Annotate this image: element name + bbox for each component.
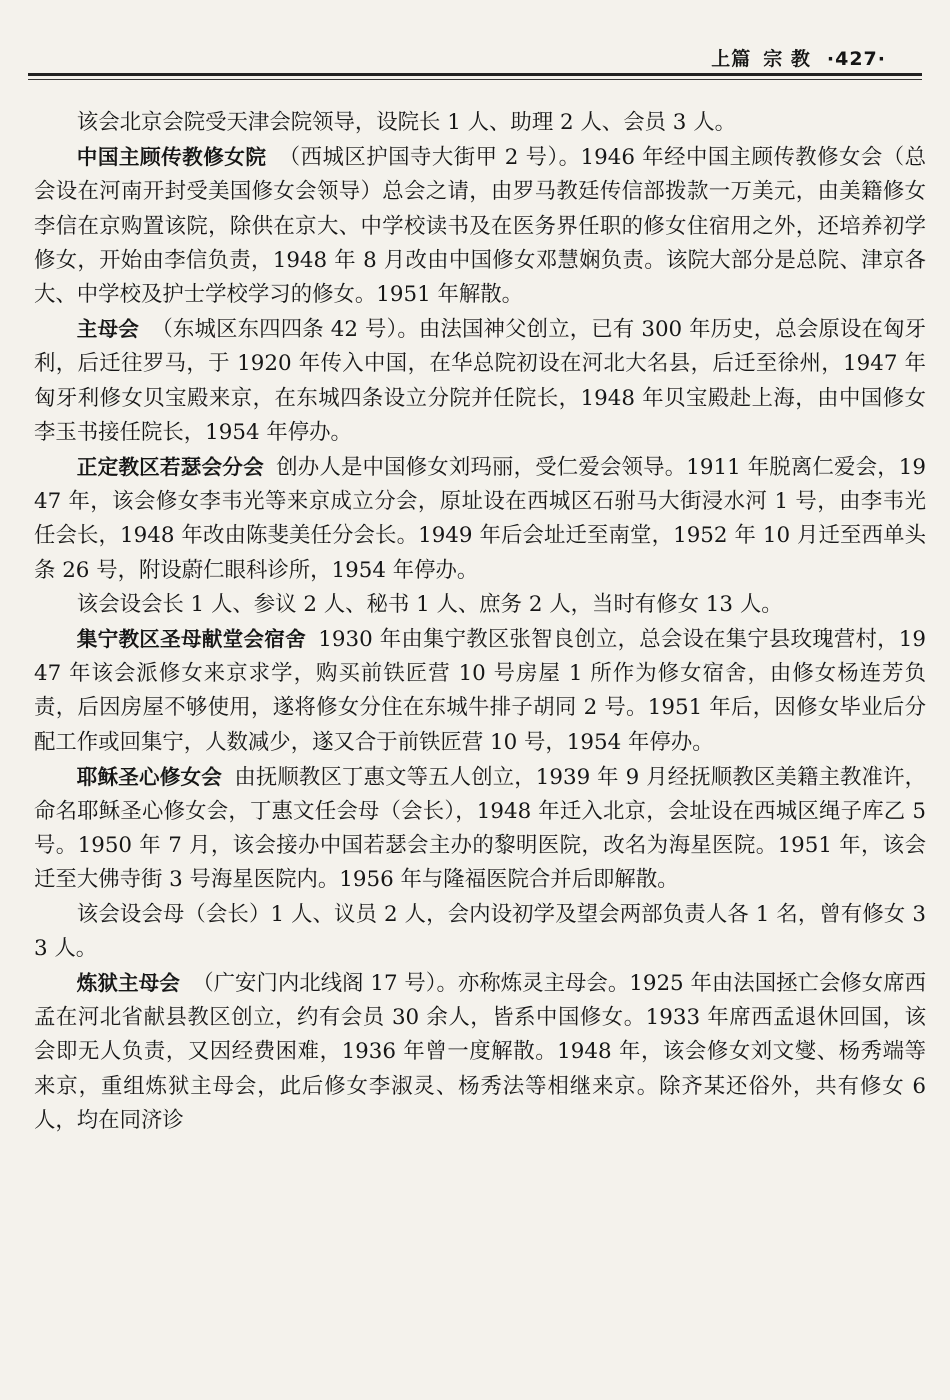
paragraph-text: 1930 年由集宁教区张智良创立，总会设在集宁县玫瑰营村，1947 年该会派修女来京求学，购买前铁匠营 10 号房屋 1 所作为修女宿舍，由修女杨连芳负责，后因房屋不够使用，遂将修女分住在东城牛排子胡同 2 号。1951 年后，因修女毕业后分配工作或回集宁，人数减少，遂又合于前铁匠营 10 号，1954 年停办。 [34,627,926,755]
entry-jining-dormitory [34,622,926,760]
header-rule-thin [28,79,922,80]
entry-title: 炼狱主母会 [76,971,180,996]
paragraph-text: （广安门内北线阁 17 号）。亦称炼灵主母会。1925 年由法国拯亡会修女席西孟在河北省献县教区创立，约有会员 30 余人，皆系中国修女。1933 年席西孟退休回国，该会即无人负责，又因经费困难，1936 年曾一度解散。1948 年，该会修女刘文燮、杨秀端等来京，重组炼狱主母会，此后修女李淑灵、杨秀法等相继来京。除齐某还俗外，共有修女 6 人，均在同济诊 [34,971,926,1133]
paragraph-text: （西城区护国寺大街甲 2 号）。1946 年经中国主顾传教修女会（总会设在河南开封受美国修女会领导）总会之请，由罗马教廷传信部拨款一万美元，由美籍修女李信在京购置该院，除供在京大、中学校读书及在医务界任职的修女住宿用之外，还培养初学修女，开始由李信负责，1948 年 8 月改由中国修女邓慧娴负责。该院大部分是总院、津京各大、中学校及护士学校学习的修女。1951 年解散。 [34,145,926,308]
entry-title: 主母会 [76,317,140,342]
body-text [34,106,926,1138]
chapter-label: 宗 教 [763,48,811,70]
paragraph-text: 该会设会母（会长）1 人、议员 2 人，会内设初学及望会两部负责人各 1 名，曾有修女 33 人。 [34,901,926,961]
entry-zhonggu-convent [34,140,926,312]
paragraph-sacred-heart-staff [34,898,926,966]
entry-title: 中国主顾传教修女院 [76,145,267,170]
header-rule-thick [28,73,922,76]
entry-title: 集宁教区圣母献堂会宿舍 [76,627,306,652]
page-number: ·427· [826,48,886,70]
entry-zhengding-ruose [34,450,926,588]
entry-purgatory-sisters [34,966,926,1138]
page-header [28,40,922,78]
paragraph-text: 该会设会长 1 人、参议 2 人、秘书 1 人、庶务 2 人，当时有修女 13 人。 [76,591,783,617]
entry-sacred-heart-sisters [34,760,926,898]
paragraph-ruose-staff [34,588,926,622]
entry-title: 正定教区若瑟会分会 [76,455,264,480]
running-head [711,44,886,71]
paragraph-text: （东城区东四四条 42 号）。由法国神父创立，已有 300 年历史，总会原设在匈牙利，后迁往罗马，于 1920 年传入中国，在华总院初设在河北大名县，后迁至徐州，1947 年匈牙利修女贝宝殿来京，在东城四条设立分院并任院长，1948 年贝宝殿赴上海，由中国修女李玉书接任院长，1954 年停办。 [34,317,927,445]
paragraph-text: 由抚顺教区丁惠文等五人创立，1939 年 9 月经抚顺教区美籍主教准许，命名耶稣圣心修女会，丁惠文任会母（会长），1948 年迁入北京，会址设在西城区绳子库乙 5 号。1950 年 7 月，该会接办中国若瑟会主办的黎明医院，改名为海星医院。1951 年，该会迁至大佛寺街 3 号海星医院内。1956 年与隆福医院合并后即解散。 [34,764,927,893]
paragraph-text: 该会北京会院受天津会院领导，设院长 1 人、助理 2 人、会员 3 人。 [76,110,736,135]
paragraph-text: 创办人是中国修女刘玛丽，受仁爱会领导。1911 年脱离仁爱会，1947 年，该会修女李韦光等来京成立分会，原址设在西城区石驸马大街浸水河 1 号，由李韦光任会长，1948 年改由陈斐美任分会长。1949 年后会址迁至南堂，1952 年 10 月迁至西单头条 26 号，附设蔚仁眼科诊所，1954 年停办。 [34,455,926,583]
section-label: 上篇 [711,48,752,70]
entry-zhumu-hui [34,312,926,450]
paragraph-beijing-house [34,106,926,140]
entry-title: 耶稣圣心修女会 [76,764,222,789]
